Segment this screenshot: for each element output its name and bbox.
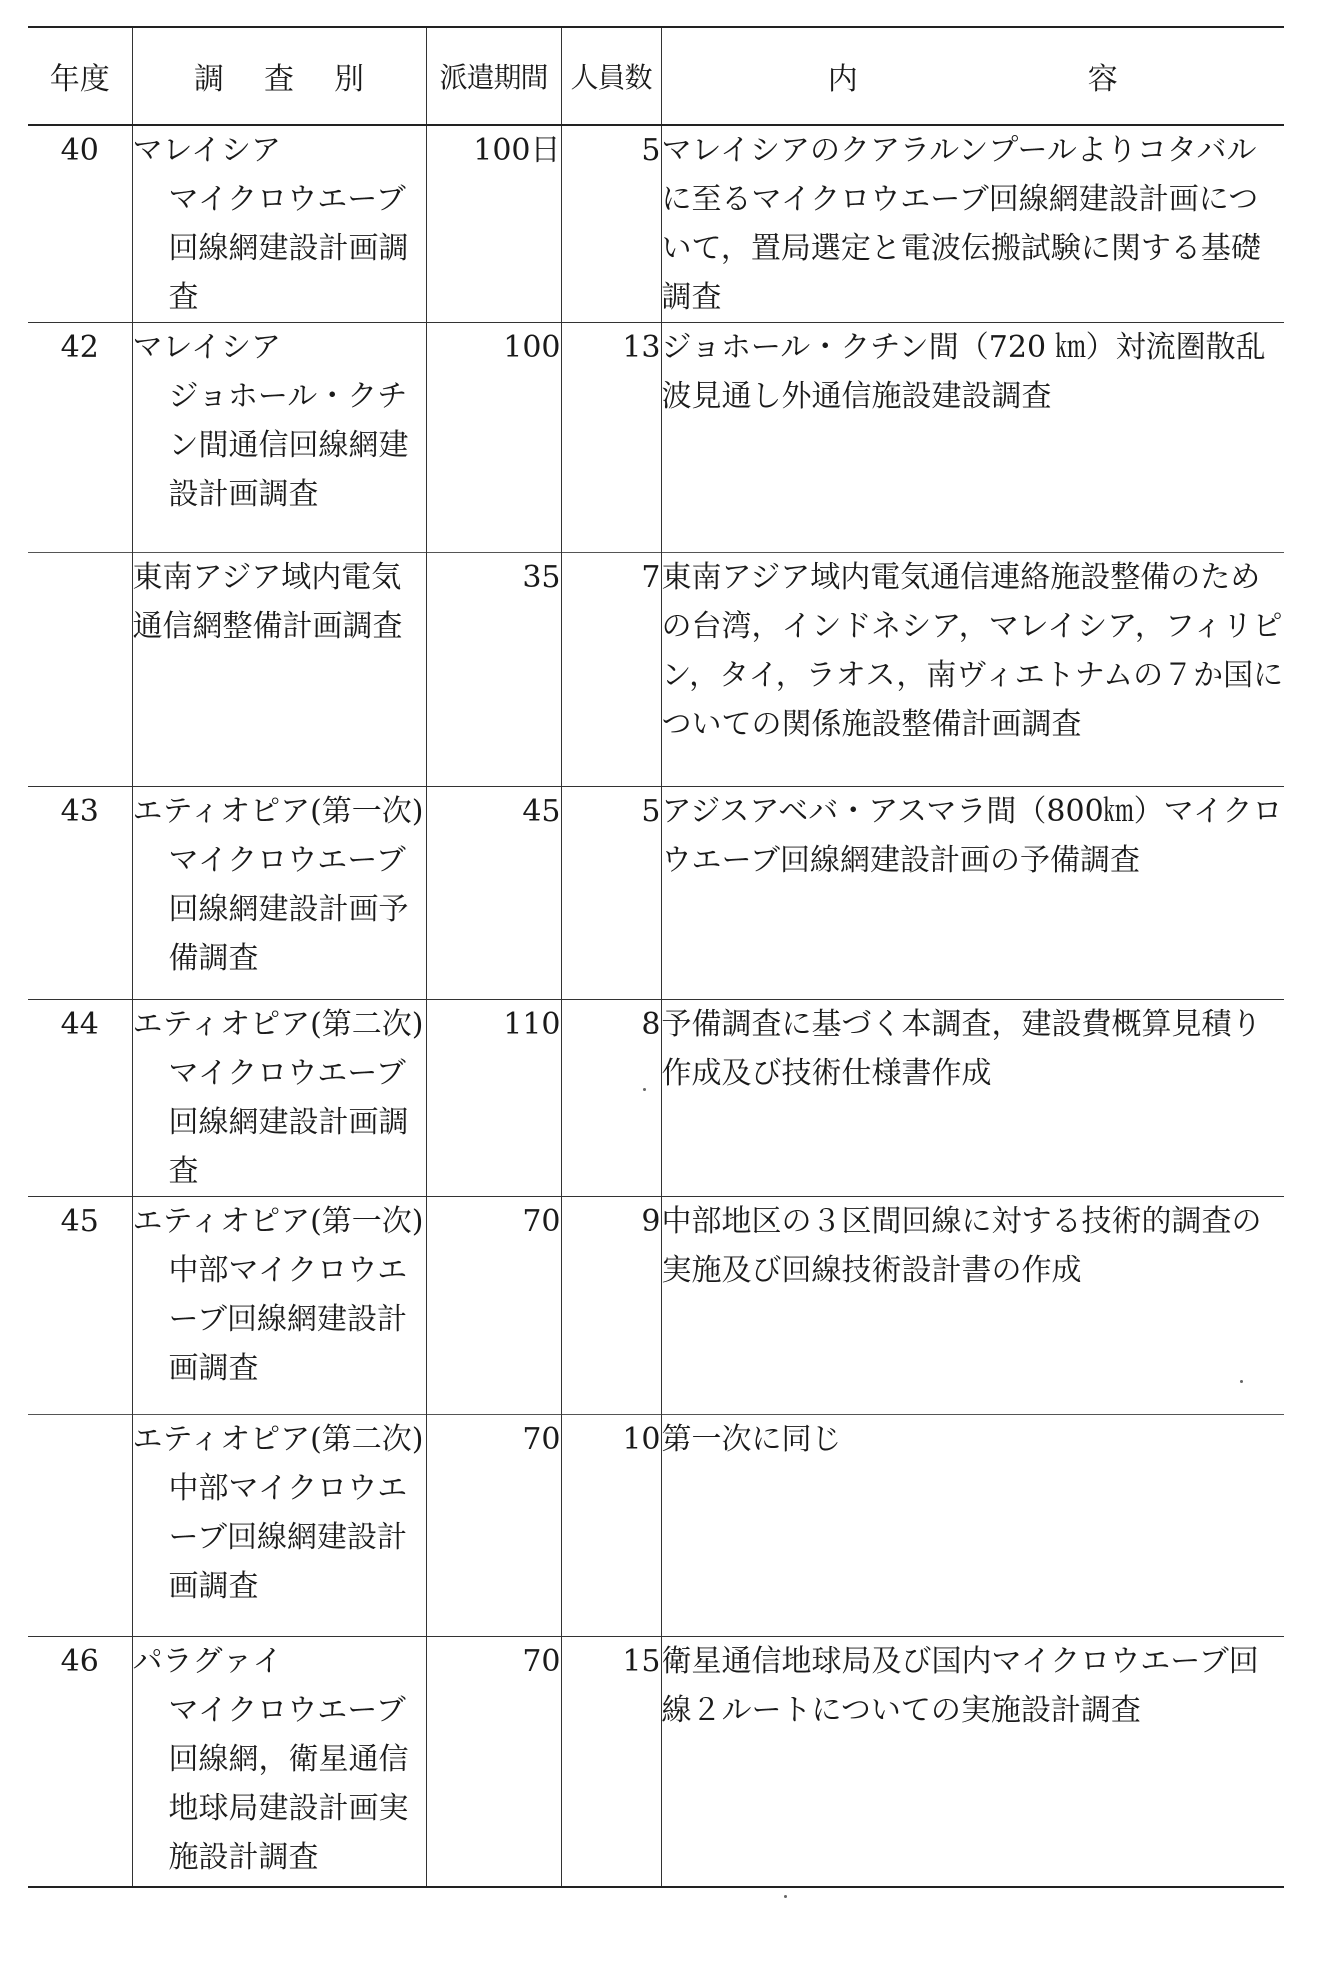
table-body bbox=[28, 125, 1284, 1887]
table-row bbox=[28, 1415, 1284, 1637]
header-content bbox=[661, 27, 1284, 125]
kind-sub: 中部マイクロウエーブ回線網建設計画調査 bbox=[168, 1471, 408, 1604]
kind-main: 東南アジア域内電気通信網整備計画調査 bbox=[132, 560, 403, 644]
cell-persons: 13 bbox=[561, 323, 661, 553]
print-speck bbox=[1240, 1380, 1243, 1383]
cell-kind bbox=[132, 323, 426, 553]
kind-main: パラグァイ bbox=[132, 1644, 283, 1679]
header-content-b: 容 bbox=[1087, 62, 1118, 97]
kind-main: マレイシア bbox=[132, 330, 281, 365]
kind-main: エティオピア(第一次) bbox=[132, 1204, 424, 1239]
cell-kind bbox=[132, 1637, 426, 1887]
kind-sub: ジョホール・クチン間通信回線網建設計画調査 bbox=[168, 379, 409, 512]
cell-persons: 5 bbox=[561, 125, 661, 323]
cell-content: 第一次に同じ bbox=[661, 1415, 1284, 1637]
table-row bbox=[28, 1637, 1284, 1887]
kind-main: マレイシア bbox=[132, 133, 281, 168]
header-persons: 人員数 bbox=[561, 27, 661, 125]
cell-content: ジョホール・クチン間（720 ㎞）対流圏散乱波見通し外通信施設建設調査 bbox=[661, 323, 1284, 553]
cell-period: 45 bbox=[426, 787, 561, 1000]
cell-kind bbox=[132, 125, 426, 323]
cell-year bbox=[28, 1415, 132, 1637]
cell-period: 35 bbox=[426, 553, 561, 787]
cell-period: 100日 bbox=[426, 125, 561, 323]
table-row bbox=[28, 125, 1284, 323]
cell-year: 43 bbox=[60, 794, 99, 829]
table-row bbox=[28, 787, 1284, 1000]
cell-persons: 9 bbox=[561, 1197, 661, 1415]
print-speck bbox=[643, 1088, 646, 1091]
kind-sub: マイクロウエーブ回線網建設計画調査 bbox=[168, 1056, 409, 1189]
cell-period: 70 bbox=[426, 1637, 561, 1887]
cell-kind bbox=[132, 1197, 426, 1415]
kind-main: エティオピア(第二次) bbox=[132, 1007, 424, 1042]
header-year: 年度 bbox=[49, 62, 110, 97]
cell-year: 46 bbox=[60, 1644, 99, 1679]
header-period: 派遣期間 bbox=[426, 27, 561, 125]
cell-year: 40 bbox=[60, 133, 99, 168]
cell-content: マレイシアのクアラルンプールよりコタバルに至るマイクロウエーブ回線網建設計画について，置局選定と電波伝搬試験に関する基礎調査 bbox=[661, 125, 1284, 323]
cell-persons: 7 bbox=[561, 553, 661, 787]
cell-content: 中部地区の３区間回線に対する技術的調査の実施及び回線技術設計書の作成 bbox=[661, 1197, 1284, 1415]
table-row bbox=[28, 323, 1284, 553]
cell-period: 110 bbox=[426, 1000, 561, 1197]
header-content-a: 内 bbox=[827, 62, 858, 97]
table-row bbox=[28, 1197, 1284, 1415]
header-kind: 調査別 bbox=[132, 27, 426, 125]
cell-year: 42 bbox=[60, 330, 99, 365]
cell-persons: 5 bbox=[561, 787, 661, 1000]
cell-persons: 10 bbox=[561, 1415, 661, 1637]
kind-main: エティオピア(第二次) bbox=[132, 1422, 424, 1457]
table-row bbox=[28, 1000, 1284, 1197]
cell-content: 衛星通信地球局及び国内マイクロウエーブ回線２ルートについての実施設計調査 bbox=[661, 1637, 1284, 1887]
table-header bbox=[28, 27, 1284, 125]
cell-kind bbox=[132, 787, 426, 1000]
cell-period: 70 bbox=[426, 1197, 561, 1415]
kind-sub: 中部マイクロウエーブ回線網建設計画調査 bbox=[168, 1253, 408, 1386]
print-speck bbox=[784, 1895, 787, 1898]
kind-sub: マイクロウエーブ回線網建設計画予備調査 bbox=[168, 843, 409, 976]
table-row bbox=[28, 553, 1284, 787]
cell-year: 44 bbox=[60, 1007, 99, 1042]
kind-sub: マイクロウエーブ回線網，衛星通信地球局建設計画実施設計調査 bbox=[168, 1693, 409, 1875]
cell-persons: 15 bbox=[561, 1637, 661, 1887]
kind-sub: マイクロウエーブ回線網建設計画調査 bbox=[168, 182, 409, 315]
survey-table bbox=[28, 26, 1284, 1888]
cell-period: 70 bbox=[426, 1415, 561, 1637]
cell-kind bbox=[132, 553, 426, 787]
cell-period: 100 bbox=[426, 323, 561, 553]
cell-year: 45 bbox=[60, 1204, 99, 1239]
cell-content: アジスアベバ・アスマラ間（800㎞）マイクロウエーブ回線網建設計画の予備調査 bbox=[661, 787, 1284, 1000]
cell-content: 東南アジア域内電気通信連絡施設整備のための台湾，インドネシア，マレイシア，フィリピン，タイ，ラオス，南ヴィエトナムの７か国についての関係施設整備計画調査 bbox=[661, 553, 1284, 787]
cell-kind bbox=[132, 1415, 426, 1637]
cell-kind bbox=[132, 1000, 426, 1197]
cell-persons: 8 bbox=[561, 1000, 661, 1197]
kind-main: エティオピア(第一次) bbox=[132, 794, 424, 829]
cell-content: 予備調査に基づく本調査，建設費概算見積り作成及び技術仕様書作成 bbox=[661, 1000, 1284, 1197]
cell-year bbox=[28, 553, 132, 787]
